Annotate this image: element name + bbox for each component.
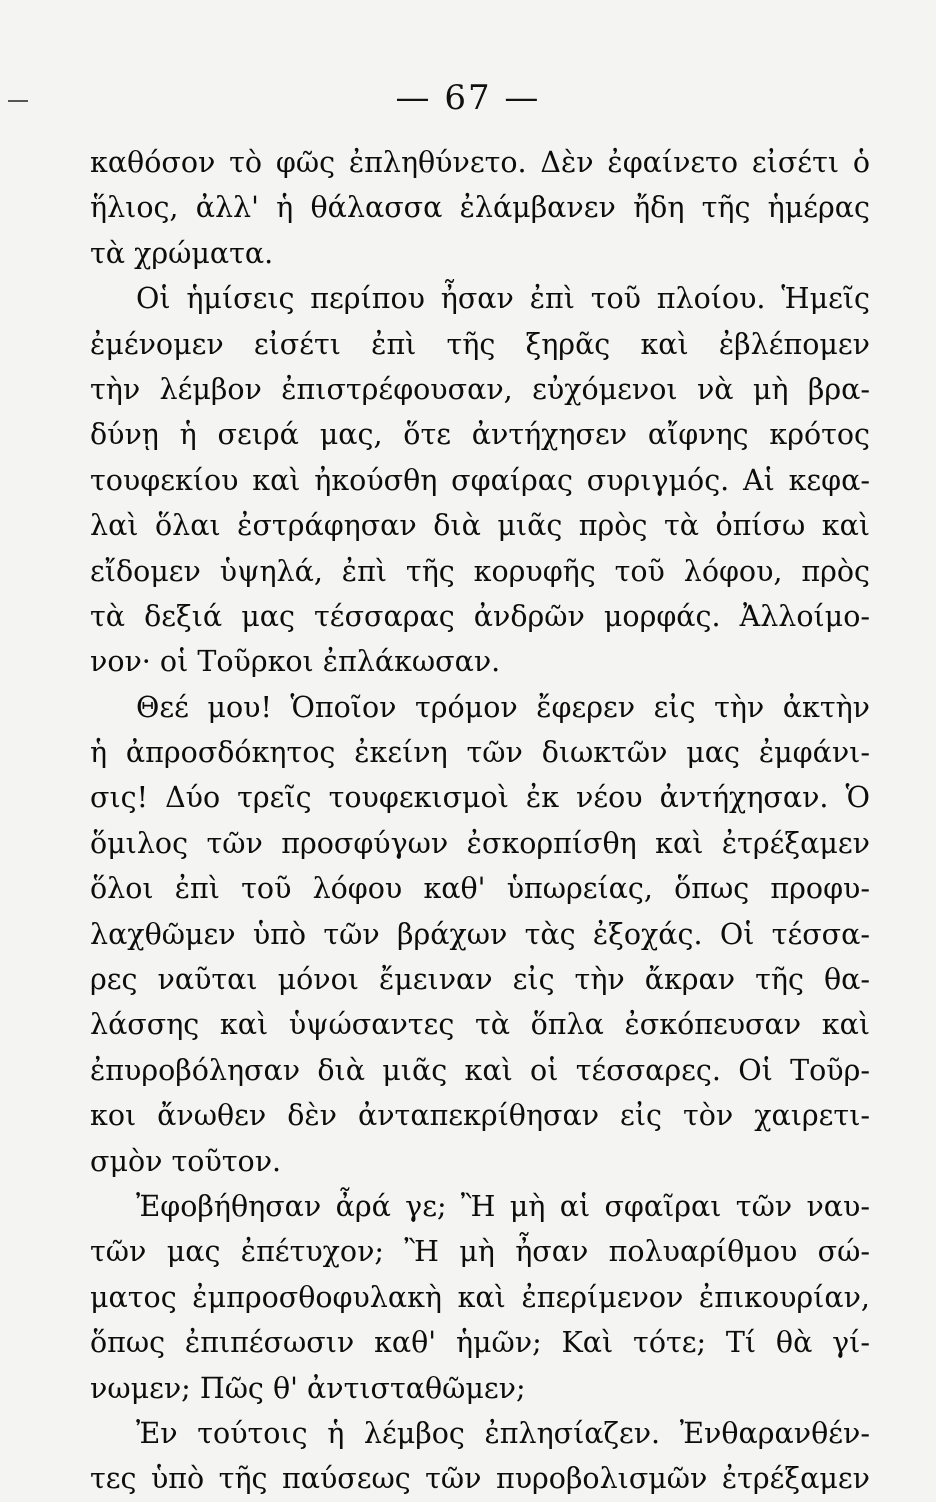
page-number: — 67 — — [395, 78, 541, 118]
text-line: καθόσον τὸ φῶς ἐπληθύνετο. Δὲν ἐφαίνετο εἰσέτι ὁ — [90, 146, 870, 179]
text-line: ὅπως ἐπιπέσωσιν καθ' ἡμῶν; Καὶ τότε; Τί θὰ γί- — [90, 1326, 870, 1360]
text-line: ματος ἐμπροσθοφυλακὴ καὶ ἐπερίμενον ἐπικουρίαν, — [90, 1280, 870, 1314]
text-line: λαχθῶμεν ὑπὸ τῶν βράχων τὰς ἐξοχάς. Οἱ τέσσα- — [90, 917, 870, 951]
text-line: τὰ χρώματα. — [90, 236, 274, 270]
text-line: λάσσης καὶ ὑψώσαντες τὰ ὅπλα ἐσκόπευσαν καὶ — [90, 1008, 870, 1042]
body-text — [90, 140, 870, 1502]
text-line: ἡ ἀπροσδόκητος ἐκείνη τῶν διωκτῶν μας ἐμφάνι- — [90, 736, 870, 770]
text-line: ἐπυροβόλησαν διὰ μιᾶς καὶ οἱ τέσσαρες. Οἱ Τοῦρ- — [90, 1053, 870, 1087]
text-line: τῶν μας ἐπέτυχον; Ἢ μὴ ἦσαν πολυαρίθμου σώ- — [90, 1235, 870, 1269]
text-line: ρες ναῦται μόνοι ἔμειναν εἰς τὴν ἄκραν τῆς θα- — [90, 963, 870, 997]
text-line: ὅμιλος τῶν προσφύγων ἐσκορπίσθη καὶ ἐτρέξαμεν — [90, 826, 870, 860]
text-line: νωμεν; Πῶς θ' ἀντισταθῶμεν; — [90, 1371, 526, 1405]
text-line: Ἐφοβήθησαν ἆρά γε; Ἢ μὴ αἱ σφαῖραι τῶν ναυ- — [136, 1189, 870, 1223]
text-line: τες ὑπὸ τῆς παύσεως τῶν πυροβολισμῶν ἐτρέξαμεν — [90, 1462, 870, 1496]
text-line: Οἱ ἡμίσεις περίπου ἦσαν ἐπὶ τοῦ πλοίου. Ἡμεῖς — [136, 282, 870, 316]
text-line: εἴδομεν ὑψηλά, ἐπὶ τῆς κορυφῆς τοῦ λόφου, πρὸς — [90, 554, 870, 588]
text-line: κοι ἄνωθεν δὲν ἀνταπεκρίθησαν εἰς τὸν χαιρετι- — [90, 1099, 870, 1133]
text-line: ὅλοι ἐπὶ τοῦ λόφου καθ' ὑπωρείας, ὅπως προφυ- — [90, 872, 870, 906]
text-line: ἥλιος, ἀλλ' ἡ θάλασσα ἐλάμβανεν ἤδη τῆς ἡμέρας — [90, 191, 870, 225]
text-line: τὴν λέμβον ἐπιστρέφουσαν, εὐχόμενοι νὰ μὴ βρα- — [90, 372, 870, 406]
text-line: ἐμένομεν εἰσέτι ἐπὶ τῆς ξηρᾶς καὶ ἐβλέπομεν — [90, 327, 870, 361]
text-line: τουφεκίου καὶ ἠκούσθη σφαίρας συριγμός. Αἱ κεφα- — [90, 463, 870, 497]
text-line: νον· οἱ Τοῦρκοι ἐπλάκωσαν. — [90, 645, 501, 679]
text-line: δύνῃ ἡ σειρά μας, ὅτε ἀντήχησεν αἴφνης κρότος — [90, 418, 870, 452]
text-line: σις! Δύο τρεῖς τουφεκισμοὶ ἐκ νέου ἀντήχησαν. Ὁ — [90, 781, 870, 815]
text-line: σμὸν τοῦτον. — [90, 1144, 282, 1178]
text-line: Θεέ μου! Ὁποῖον τρόμον ἔφερεν εἰς τὴν ἀκτὴν — [136, 690, 870, 724]
text-line: λαὶ ὅλαι ἐστράφησαν διὰ μιᾶς πρὸς τὰ ὀπίσω καὶ — [90, 509, 870, 543]
text-line: Ἐν τούτοις ἡ λέμβος ἐπλησίαζεν. Ἐνθαρανθέν- — [136, 1416, 870, 1450]
text-line: τὰ δεξιά μας τέσσαρας ἀνδρῶν μορφάς. Ἀλλοίμο- — [90, 599, 870, 633]
